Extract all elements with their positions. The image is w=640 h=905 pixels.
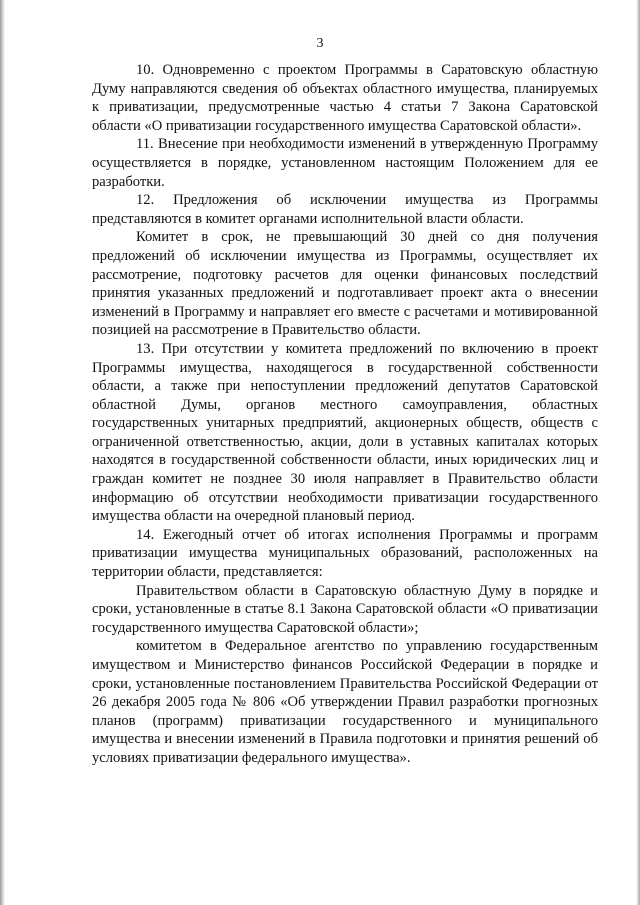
paragraph-12: 12. Предложения об исключении имущества из Программы представляются в комитет органами исполнительной власти области.	[92, 192, 598, 227]
paragraph-14: 14. Ежегодный отчет об итогах исполнения Программы и программ приватизации имущества муниципальных образований, расположенных на территории области, представляется:	[92, 526, 598, 581]
page-number: 3	[316, 36, 324, 51]
scan-edge-right	[636, 0, 640, 905]
paragraph-14-item-government: Правительством области в Саратовскую областную Думу в порядке и сроки, установленные в статье 8.1 Закона Саратовской области «О приватизации государственного имущества Саратовской области»;	[92, 582, 598, 636]
paragraph-13: 13. При отсутствии у комитета предложений по включению в проект Программы имущества, находящегося в государственной собственности области, а также при непоступлении предложений депутатов Саратовской областной Думы, органов местного самоуправления, областных государственных унитарных предприятий, акционерных обществ, обществ с ограниченной ответственностью, акции, доли в уставных капиталах которых находятся в государственной собственности области, иных юридических лиц и граждан комитет не позднее 30 июля направляет в Правительство области информацию об отсутствии необходимости приватизации государственного имущества области на очередной плановый период.	[92, 340, 598, 525]
paragraph-10: 10. Одновременно с проектом Программы в Саратовскую областную Думу направляются сведения об объектах областного имущества, планируемых к приватизации, предусмотренные частью 4 статьи 7 Закона Саратовской области «О приватизации государственного имущества Саратовской области».	[92, 62, 598, 134]
paragraph-14-item-committee: комитетом в Федеральное агентство по управлению государственным имуществом и Министерство финансов Российской Федерации в порядке и сроки, установленные постановлением Правительства Российской Федерации от 26 декабря 2005 года № 806 «Об утверждении Правил разработки прогнозных планов (программ) приватизации государственного и муниципального имущества и внесении изменений в Правила подготовки и принятия решений об условиях приватизации федерального имущества».	[92, 638, 598, 766]
paragraph-11: 11. Внесение при необходимости изменений в утвержденную Программу осуществляется в порядке, установленном настоящим Положением для ее разработки.	[92, 136, 598, 190]
document-body	[92, 61, 598, 768]
scan-edge-left	[0, 0, 5, 905]
paragraph-12-continued: Комитет в срок, не превышающий 30 дней со дня получения предложений об исключении имущества из Программы, осуществляет их рассмотрение, подготовку расчетов для оценки финансовых последствий принятия указанных предложений и подготавливает проект акта о внесении изменений в Программу и направляет его вместе с расчетами и мотивированной позицией на рассмотрение в Правительство области.	[92, 229, 598, 339]
